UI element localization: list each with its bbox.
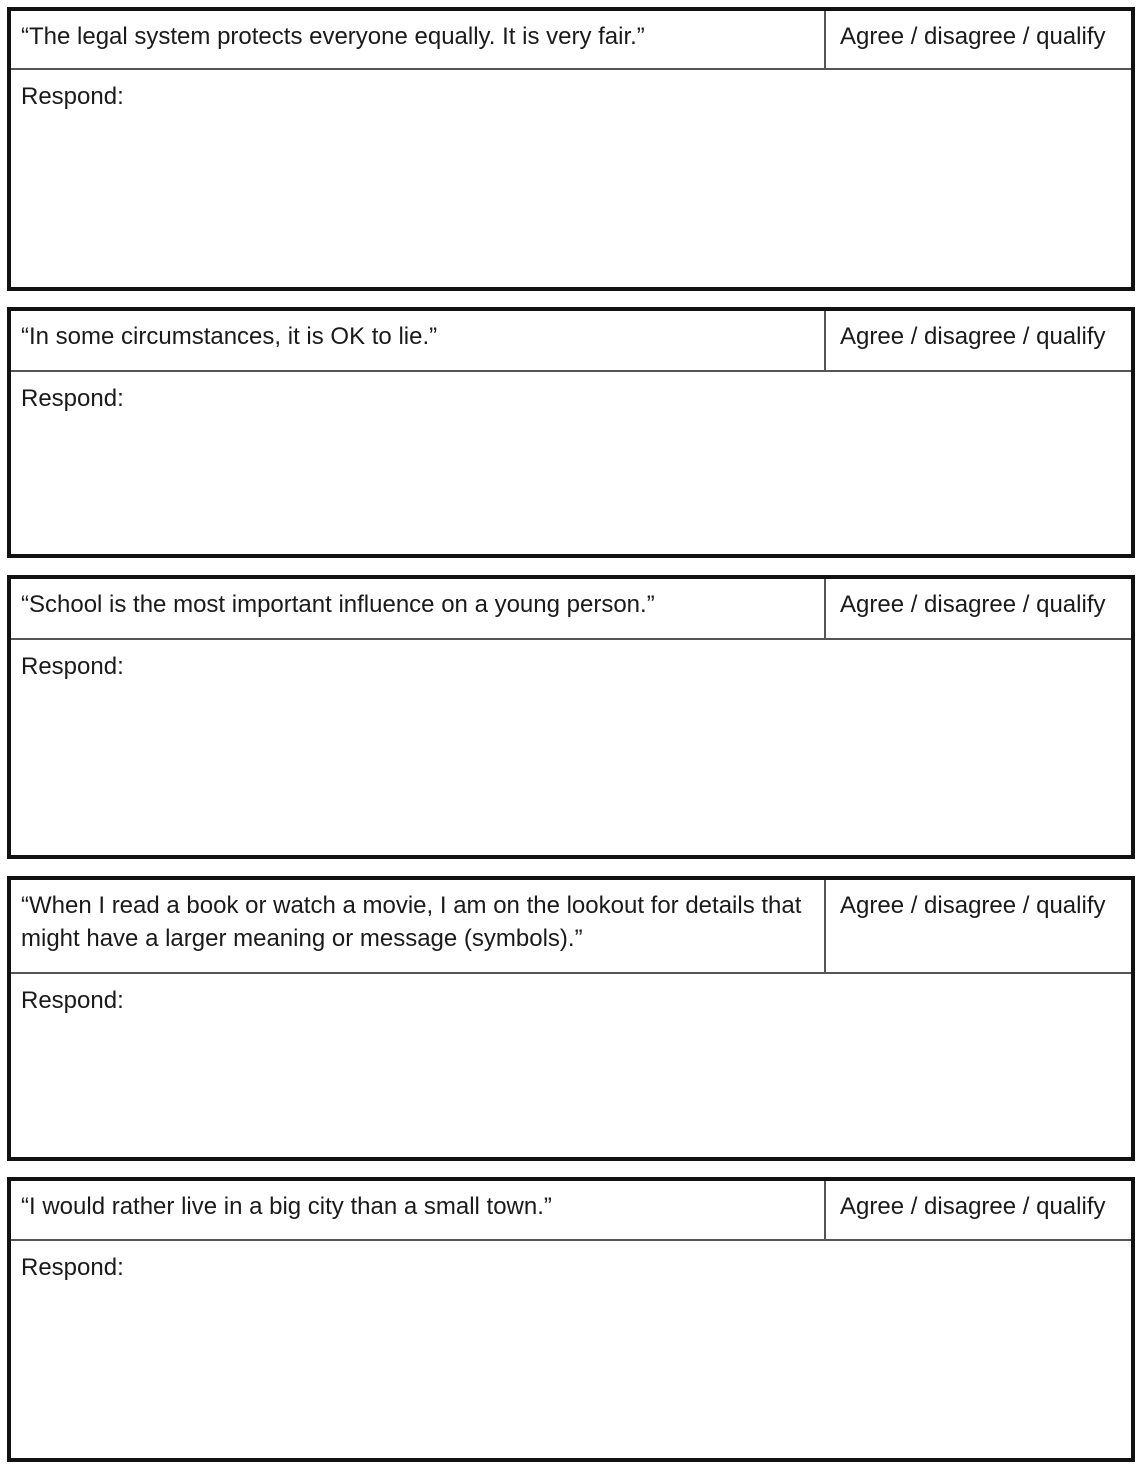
statement-card	[7, 876, 1135, 1161]
statement-card	[7, 1177, 1135, 1462]
agree-disagree-qualify-option[interactable]: Agree / disagree / qualify	[824, 1181, 1131, 1239]
statement-text: “School is the most important influence on a young person.”	[21, 591, 655, 618]
card-header	[11, 311, 1131, 372]
respond-input[interactable]	[151, 986, 1119, 1145]
agree-disagree-qualify-option[interactable]: Agree / disagree / qualify	[824, 311, 1131, 370]
respond-input[interactable]	[151, 652, 1119, 843]
respond-area	[11, 974, 1131, 1157]
card-header	[11, 11, 1131, 70]
respond-label: Respond:	[21, 1254, 124, 1281]
statement-text: “The legal system protects everyone equally. It is very fair.”	[21, 23, 645, 50]
statement-card	[7, 7, 1135, 291]
statement-text: “I would rather live in a big city than a small town.”	[21, 1193, 552, 1220]
statement-text: “In some circumstances, it is OK to lie.”	[21, 323, 438, 350]
card-header	[11, 579, 1131, 640]
agree-disagree-qualify-option[interactable]: Agree / disagree / qualify	[824, 880, 1131, 972]
respond-label: Respond:	[21, 83, 124, 110]
card-header	[11, 1181, 1131, 1241]
respond-input[interactable]	[151, 1253, 1119, 1446]
respond-label: Respond:	[21, 987, 124, 1014]
agree-disagree-qualify-option[interactable]: Agree / disagree / qualify	[824, 11, 1131, 68]
statement-card	[7, 307, 1135, 558]
respond-input[interactable]	[151, 82, 1119, 275]
respond-label: Respond:	[21, 385, 124, 412]
respond-label: Respond:	[21, 653, 124, 680]
statement-text: “When I read a book or watch a movie, I am on the lookout for details that might have a larger meaning or message (symbols).”	[21, 892, 802, 952]
agree-disagree-qualify-option[interactable]: Agree / disagree / qualify	[824, 579, 1131, 638]
respond-input[interactable]	[151, 384, 1119, 542]
respond-area	[11, 640, 1131, 855]
card-header	[11, 880, 1131, 974]
respond-area	[11, 70, 1131, 287]
respond-area	[11, 372, 1131, 554]
statement-card	[7, 575, 1135, 859]
respond-area	[11, 1241, 1131, 1458]
